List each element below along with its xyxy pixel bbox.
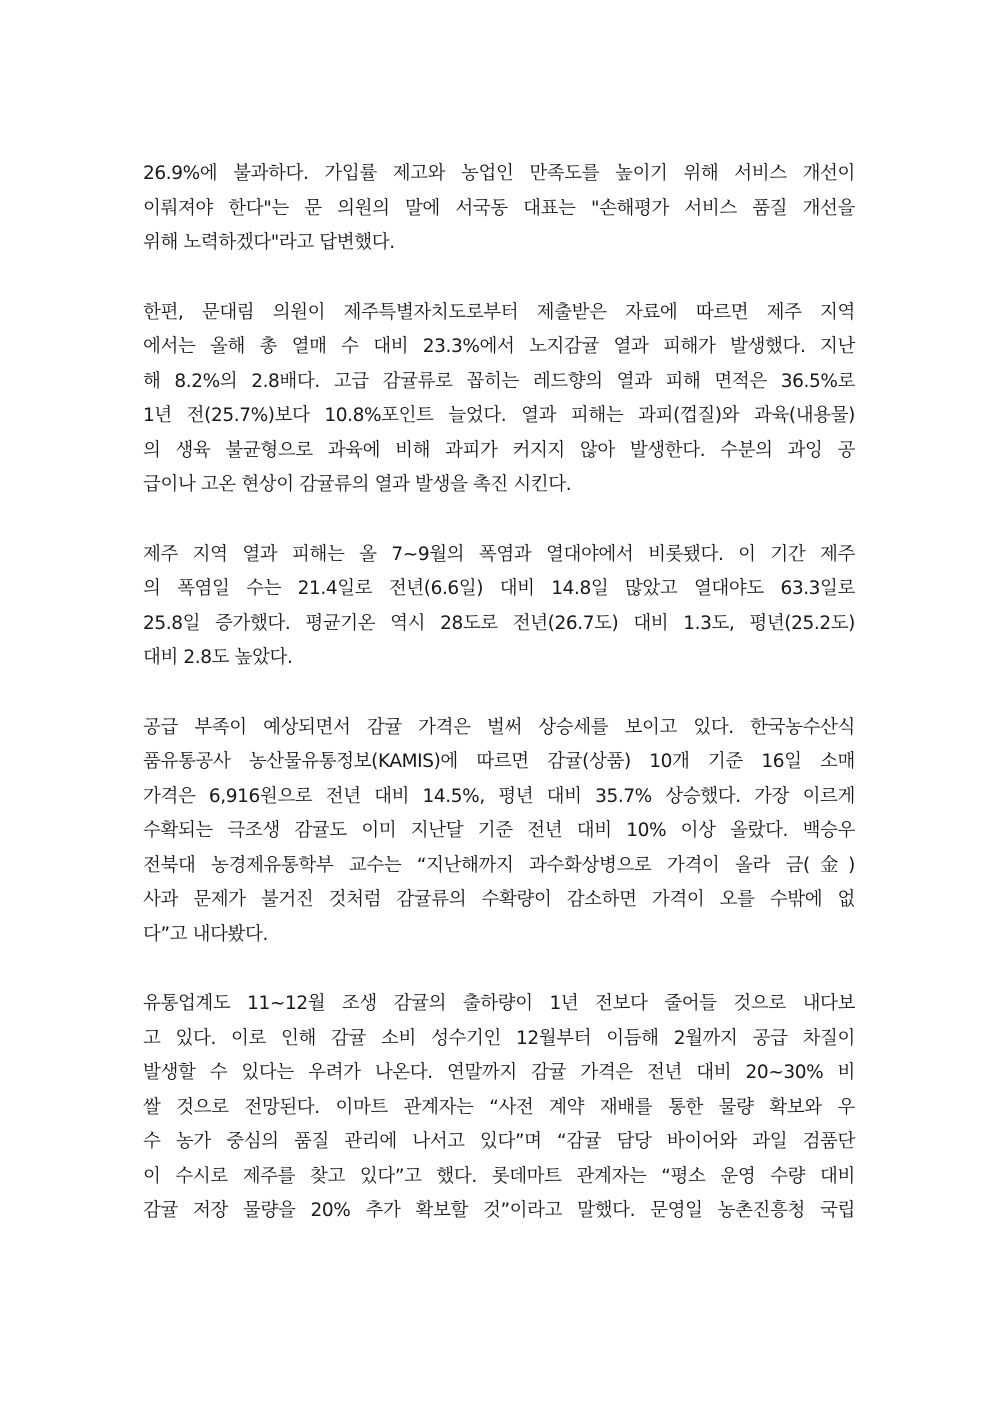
document-page — [143, 157, 855, 1264]
text-line: 의 폭염일 수는 21.4일로 전년(6.6일) 대비 14.8일 많았고 열대야도 63.3일로 — [143, 578, 855, 599]
text-line: 가격은 6,916원으로 전년 대비 14.5%, 평년 대비 35.7% 상승했다. 가장 이르게 — [143, 785, 855, 807]
paragraph-5 — [143, 987, 855, 1229]
text-line: 의 생육 불균형으로 과육에 비해 과피가 커지지 않아 발생한다. 수분의 과잉 공 — [143, 439, 855, 461]
text-line: 감귤 저장 물량을 20% 추가 확보할 것”이라고 말했다. 문영일 농촌진흥청 국립 — [143, 1200, 855, 1221]
text-line: 25.8일 증가했다. 평균기온 역시 28도로 전년(26.7도) 대비 1.3도, 평년(25.2도) — [143, 612, 855, 634]
text-line: 사과 문제가 불거진 것처럼 감귤류의 수확량이 감소하면 가격이 오를 수밖에 없 — [143, 889, 855, 910]
text-line: 품유통공사 농산물유통정보(KAMIS)에 따르면 감귤(상품) 10개 기준 16일 소매 — [143, 751, 855, 772]
text-line: 26.9%에 불과하다. 가입률 제고와 농업인 만족도를 높이기 위해 서비스 개선이 — [143, 163, 855, 184]
paragraph-2 — [143, 296, 855, 503]
text-line: 대비 2.8도 높았다. — [143, 647, 293, 668]
paragraph-3 — [143, 538, 855, 676]
paragraph-4 — [143, 711, 855, 953]
text-line: 발생할 수 있다는 우려가 나온다. 연말까지 감귤 가격은 전년 대비 20~30% 비 — [143, 1062, 855, 1083]
text-line: 해 8.2%의 2.8배다. 고급 감귤류로 꼽히는 레드향의 열과 피해 면적은 36.5%로 — [143, 370, 855, 392]
text-line: 제주 지역 열과 피해는 올 7~9월의 폭염과 열대야에서 비롯됐다. 이 기간 제주 — [143, 543, 855, 565]
text-line: 수확되는 극조생 감귤도 이미 지난달 기준 전년 대비 10% 이상 올랐다. 백승우 — [143, 820, 855, 841]
paragraph-1 — [143, 157, 855, 261]
text-line: 1년 전(25.7%)보다 10.8%포인트 늘었다. 열과 피해는 과피(껍질)와 과육(내용물) — [143, 405, 855, 426]
text-line: 전북대 농경제유통학부 교수는 “지난해까지 과수화상병으로 가격이 올라 금(金) — [143, 854, 855, 876]
text-line: 이 수시로 제주를 찾고 있다”고 했다. 롯데마트 관계자는 “평소 운영 수량 대비 — [143, 1165, 855, 1187]
text-line: 급이나 고온 현상이 감귤류의 열과 발생을 촉진 시킨다. — [143, 474, 572, 495]
text-line: 공급 부족이 예상되면서 감귤 가격은 벌써 상승세를 보이고 있다. 한국농수산식 — [143, 716, 855, 738]
text-line: 이뤄져야 한다"는 문 의원의 말에 서국동 대표는 "손해평가 서비스 품질 개선을 — [143, 197, 855, 219]
text-line: 위해 노력하겠다"라고 답변했다. — [143, 232, 395, 253]
text-line: 에서는 올해 총 열매 수 대비 23.3%에서 노지감귤 열과 피해가 발생했다. 지난 — [143, 336, 855, 357]
text-line: 한편, 문대림 의원이 제주특별자치도로부터 제출받은 자료에 따르면 제주 지역 — [143, 301, 855, 323]
text-line: 고 있다. 이로 인해 감귤 소비 성수기인 12월부터 이듬해 2월까지 공급 차질이 — [143, 1027, 855, 1049]
text-line: 수 농가 중심의 품질 관리에 나서고 있다”며 “감귤 담당 바이어와 과일 검품단 — [143, 1131, 855, 1152]
text-line: 유통업계도 11~12월 조생 감귤의 출하량이 1년 전보다 줄어들 것으로 내다보 — [143, 993, 855, 1014]
text-line: 쌀 것으로 전망된다. 이마트 관계자는 “사전 계약 재배를 통한 물량 확보와 우 — [143, 1096, 855, 1118]
text-line: 다”고 내다봤다. — [143, 923, 268, 945]
